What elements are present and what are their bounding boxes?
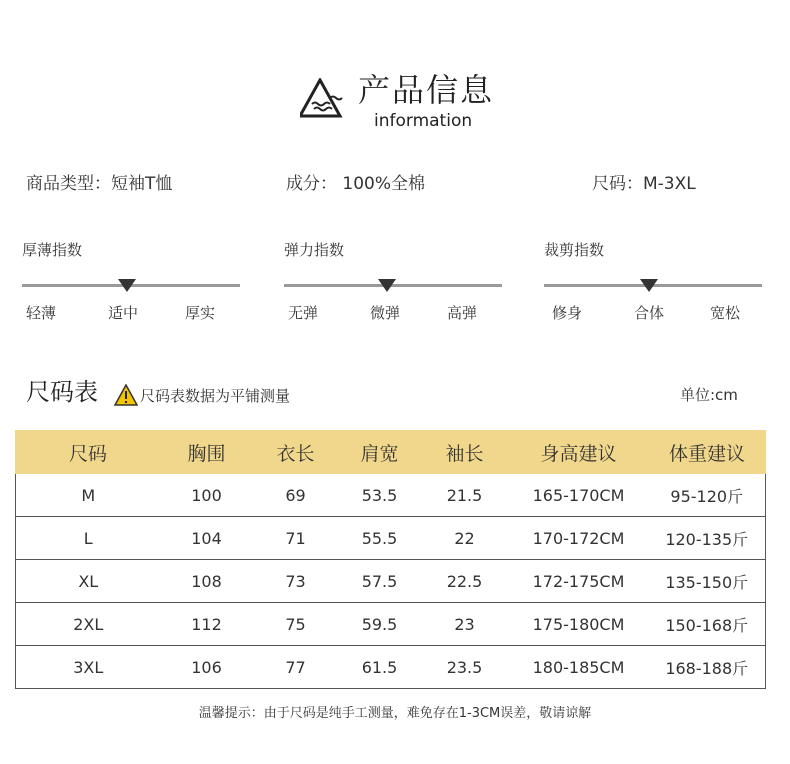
unit-label: 单位:cm [680,386,738,404]
table-cell: 57.5 [339,560,421,603]
column-header-height: 身高建议 [509,431,649,474]
table-cell: L [16,517,161,560]
table-cell: 108 [161,560,253,603]
elasticity-index [284,238,504,338]
table-cell: 180-185CM [509,646,649,689]
index-label: 无弹 [288,304,319,322]
table-cell: 150-168斤 [649,603,766,646]
index-title: 裁剪指数 [544,241,605,259]
column-header-sleeve: 袖长 [421,431,509,474]
size-chart-title: 尺码表 [26,378,98,406]
table-cell: 3XL [16,646,161,689]
index-label-selected: 合体 [634,304,665,322]
index-marker-icon [640,279,658,292]
table-header-row [16,431,766,474]
table-cell: XL [16,560,161,603]
index-label: 修身 [552,304,583,322]
product-material: 成分： 100%全棉 [286,174,426,194]
table-cell: 175-180CM [509,603,649,646]
table-cell: 112 [161,603,253,646]
table-cell: 61.5 [339,646,421,689]
table-cell: 22.5 [421,560,509,603]
table-cell: 55.5 [339,517,421,560]
index-label: 宽松 [710,304,741,322]
table-row [16,517,766,560]
column-header-size: 尺码 [16,431,161,474]
page-title: 产品信息 [358,71,495,109]
table-cell: 120-135斤 [649,517,766,560]
column-header-shoulder: 肩宽 [339,431,421,474]
index-label-selected: 适中 [108,304,139,322]
table-cell: 21.5 [421,474,509,517]
index-label-selected: 微弹 [370,304,401,322]
index-label: 轻薄 [26,304,57,322]
column-header-weight: 体重建议 [649,431,766,474]
size-chart-note: 尺码表数据为平铺测量 [140,387,291,405]
table-cell: M [16,474,161,517]
table-row [16,560,766,603]
product-type: 商品类型：短袖T恤 [26,174,173,194]
table-cell: 106 [161,646,253,689]
table-cell: 23 [421,603,509,646]
product-info-row [0,172,790,196]
table-cell: 77 [253,646,339,689]
table-cell: 95-120斤 [649,474,766,517]
table-row [16,474,766,517]
table-row [16,646,766,689]
table-cell: 104 [161,517,253,560]
footer-note: 温馨提示：由于尺码是纯手工测量，难免存在1-3CM误差，敬请谅解 [198,706,592,721]
table-cell: 170-172CM [509,517,649,560]
table-cell: 100 [161,474,253,517]
index-marker-icon [118,279,136,292]
table-cell: 172-175CM [509,560,649,603]
mountain-wave-logo-icon [300,78,344,118]
column-header-chest: 胸围 [161,431,253,474]
index-title: 厚薄指数 [22,241,83,259]
index-label: 厚实 [185,304,216,322]
table-cell: 2XL [16,603,161,646]
table-cell: 59.5 [339,603,421,646]
table-cell: 69 [253,474,339,517]
product-info-header [296,66,516,136]
table-cell: 73 [253,560,339,603]
thickness-index [22,238,242,338]
index-title: 弹力指数 [284,241,345,259]
table-cell: 53.5 [339,474,421,517]
product-size-range: 尺码：M-3XL [592,174,696,194]
table-cell: 23.5 [421,646,509,689]
index-marker-icon [378,279,396,292]
size-table [15,430,766,689]
page-subtitle: information [374,111,473,131]
table-cell: 168-188斤 [649,646,766,689]
table-cell: 135-150斤 [649,560,766,603]
column-header-length: 衣长 [253,431,339,474]
warning-icon [114,384,138,406]
table-row [16,603,766,646]
table-cell: 75 [253,603,339,646]
table-cell: 22 [421,517,509,560]
table-cell: 165-170CM [509,474,649,517]
table-cell: 71 [253,517,339,560]
fit-index [544,238,764,338]
index-label: 高弹 [447,304,478,322]
